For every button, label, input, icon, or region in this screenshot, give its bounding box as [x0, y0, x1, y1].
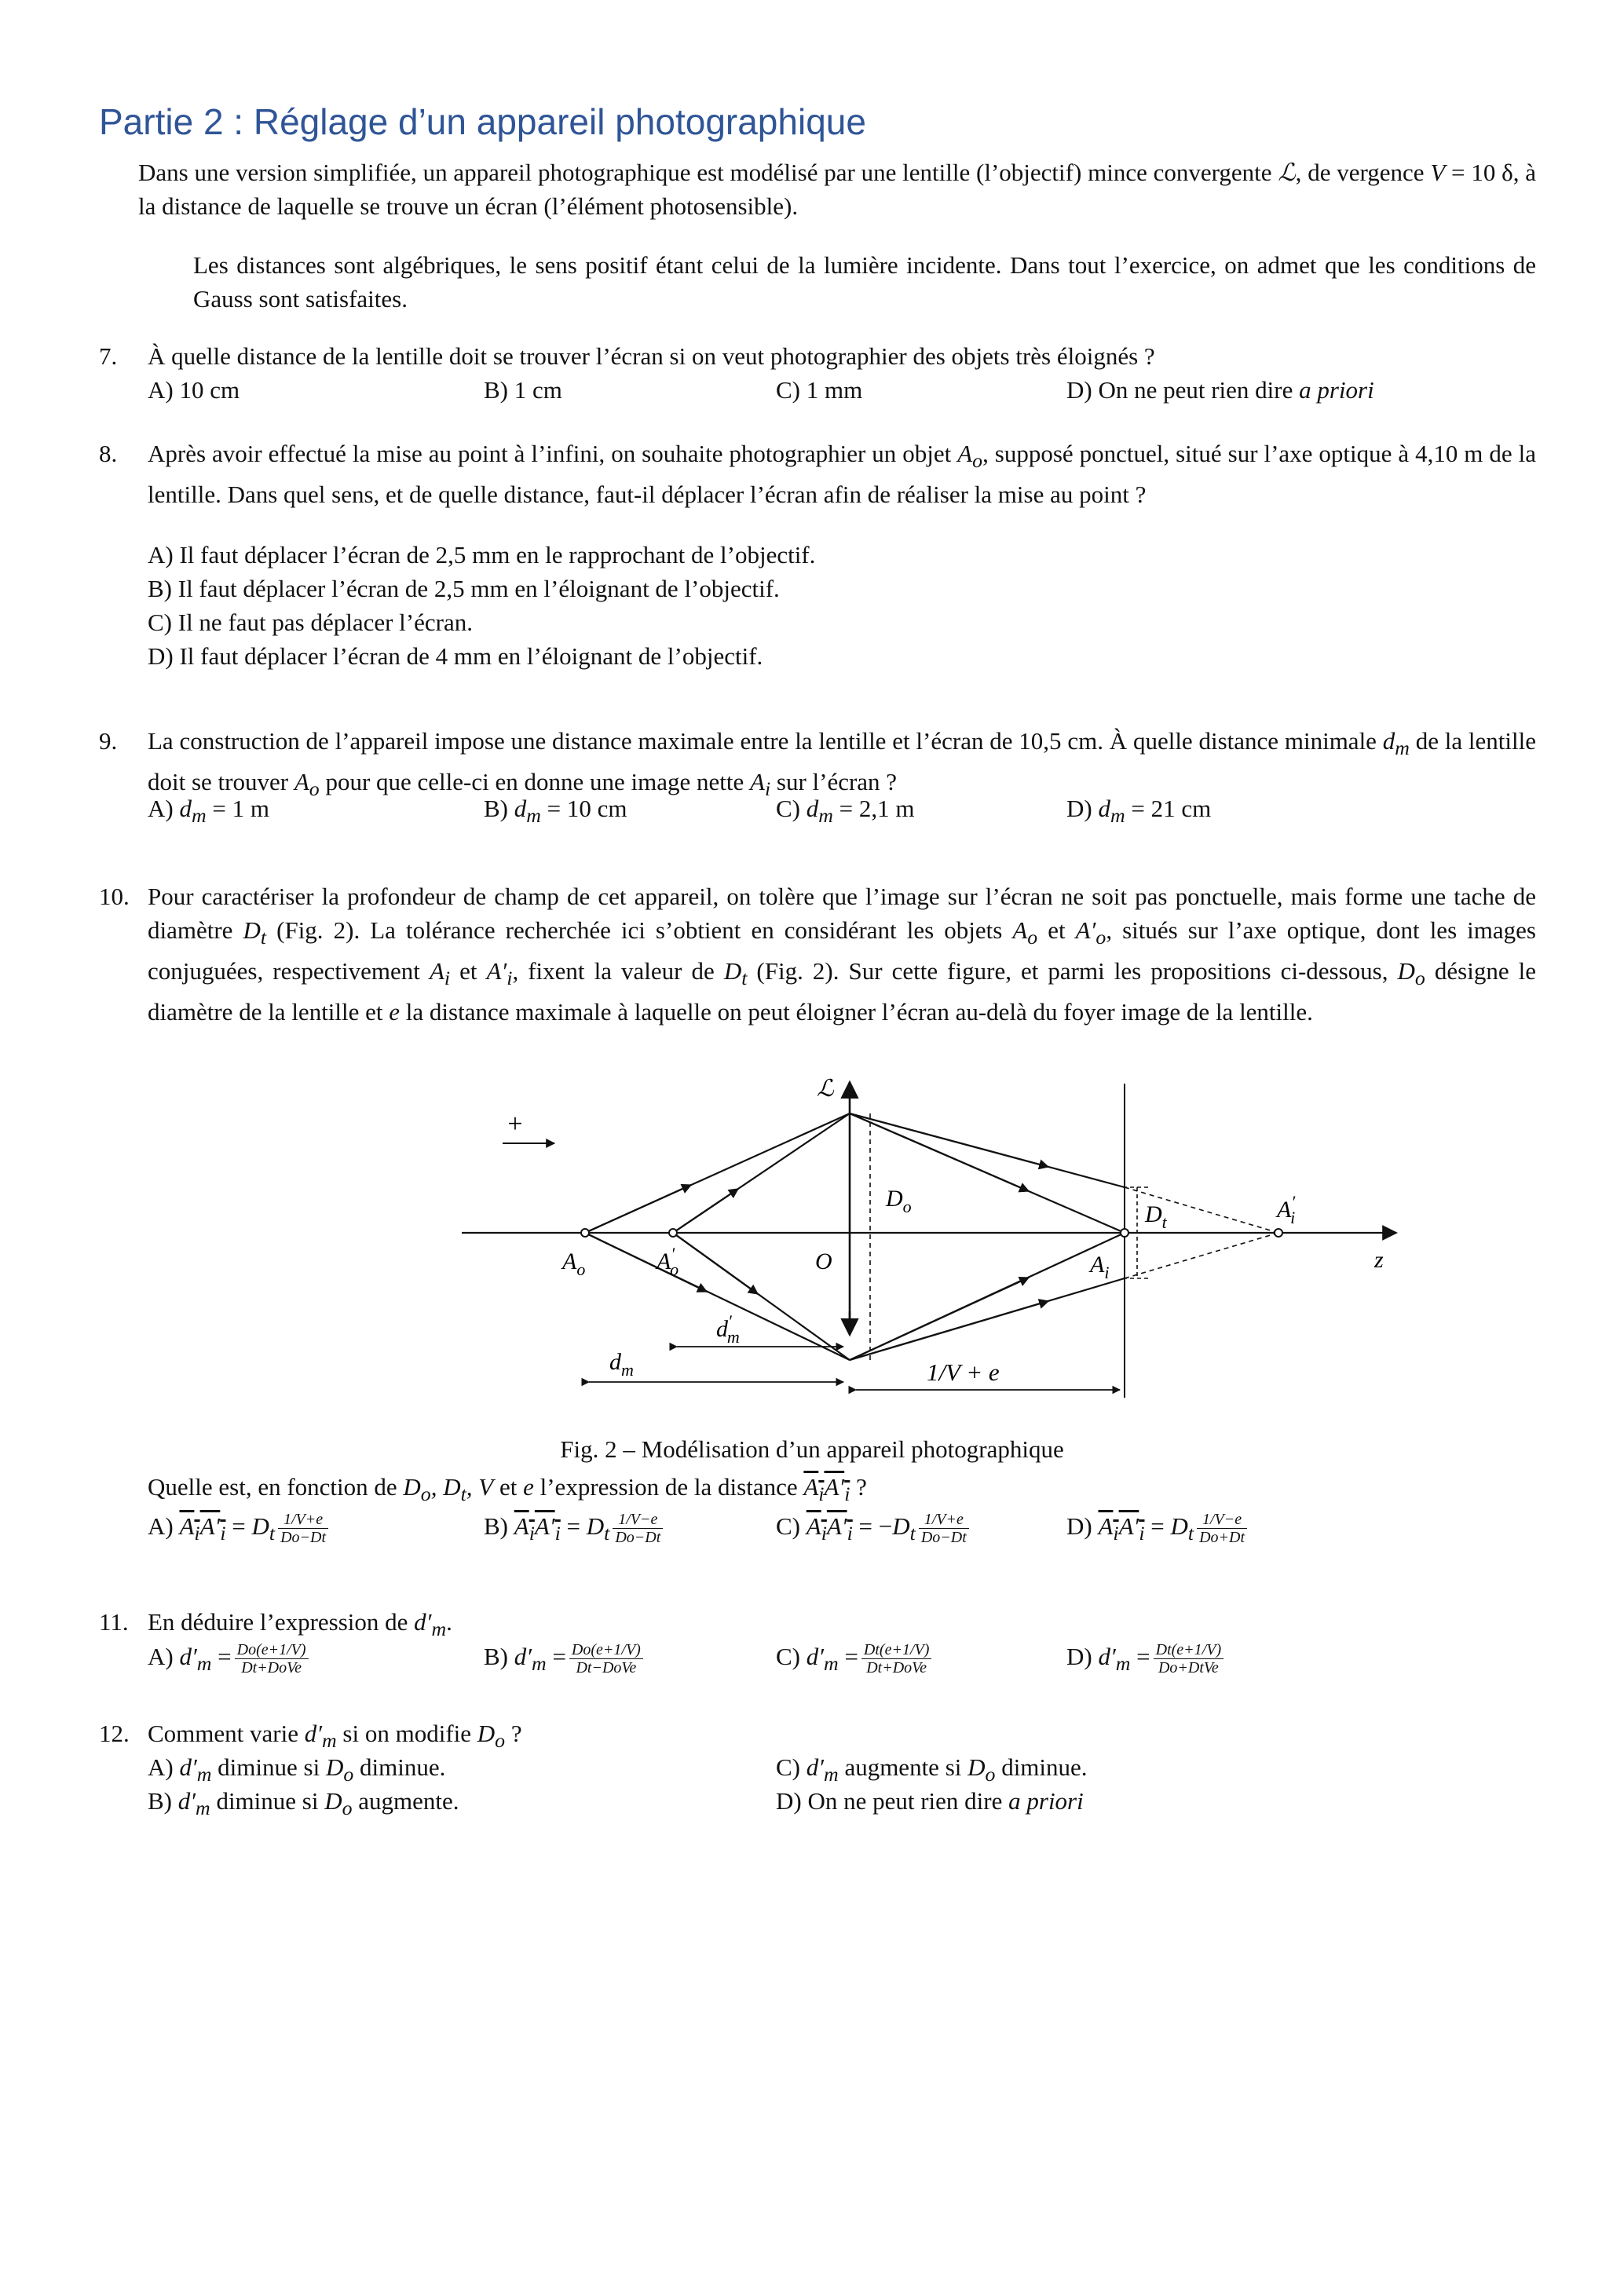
point-ao: [581, 1229, 589, 1237]
choice-a: A) 10 cm: [148, 376, 240, 404]
text-part: ?: [850, 1473, 867, 1501]
question-number: 11.: [99, 1608, 129, 1636]
choice-label: A): [148, 1643, 174, 1670]
intro-text-c: = 10 δ, à la distance de laquelle se trouve un écran (l’élément photosensible).: [138, 159, 1537, 220]
text-part: sur l’écran ?: [770, 768, 898, 796]
dm-label: [609, 1349, 634, 1380]
text-part: Quelle est, en fonction de: [148, 1473, 404, 1501]
aoprime-label: [655, 1244, 678, 1279]
text-part: augmente.: [352, 1787, 459, 1815]
choice-label: C): [776, 1643, 800, 1670]
text-part: , fixent la valeur de: [512, 957, 724, 985]
denominator: Dt+DoVe: [241, 1659, 302, 1677]
choice-label: B): [484, 1512, 508, 1540]
var-A: A: [957, 440, 973, 467]
choice-label: A): [148, 795, 174, 822]
choice-c: C) Il ne faut pas déplacer l’écran.: [148, 609, 473, 636]
choice-b: B) 1 cm: [484, 376, 562, 404]
choice-label: D): [1066, 1512, 1092, 1540]
denominator: Do+DtVe: [1158, 1659, 1219, 1677]
dm-sub: m: [621, 1360, 634, 1380]
choice-d: D) $A_iA'_i = D_t$ $\frac{1/V-e}{Do+Dt}$: [1066, 1509, 1250, 1550]
var-sub: o: [972, 449, 983, 473]
question-7: [99, 339, 1536, 410]
fraction: [235, 1641, 309, 1676]
choice-d: D) $d_m = 21$ cm: [1066, 795, 1212, 828]
fraction: [919, 1511, 969, 1546]
text-part: diminue.: [353, 1753, 446, 1781]
aoprime-label-text: A: [657, 1249, 671, 1274]
choice-label: C): [776, 795, 800, 822]
ray-ai-top-arrow: [850, 1113, 1029, 1191]
choice-d: [776, 1784, 1084, 1818]
text-part: (Fig. 2). La tolérance recherchée ici s’obtient en considérant les objets: [266, 916, 1013, 944]
ray-aoprime-top-arrow: [673, 1189, 738, 1233]
lens-symbol: ℒ: [1278, 159, 1296, 186]
text-part: augmente si: [838, 1753, 968, 1781]
numerator: 1/V+e: [278, 1511, 328, 1529]
fraction: [861, 1641, 931, 1676]
dm-prime-sub: m: [726, 1327, 740, 1347]
text-part: ?: [505, 1720, 522, 1747]
numerator: Do(e+1/V): [235, 1641, 309, 1659]
text-part: D) On ne peut rien dire: [776, 1787, 1009, 1815]
ai-label: [1088, 1252, 1109, 1282]
choice-c: C) $d'_m$ = $\frac{Dt(e+1/V)}{\text{Dt+DoVe}}$: [776, 1640, 935, 1680]
question-text: Pour caractériser la profondeur de champ de cet appareil, on tolère que l’image sur l’écran ne soit pas ponctuelle, mais forme une tache de diamètre $D_t$ (Fig. 2). La tolérance recherchée ici s’obtient en considérant les objets $A_o$ et $A'_o$, situés sur l’axe optique, dont les images conjuguées, respectivement $A_i$ et $A'_i$, fixent la valeur de $D_t$ (Fig. 2). Sur cette figure, et parmi les propositions ci-dessous, $D_o$ désigne le diamètre de la lentille et e la distance maximale à laquelle on peut éloigner l’écran au-delà du foyer image de la lentille.: [148, 883, 1537, 1026]
question-11: [99, 1605, 1536, 1691]
choice-d: [1066, 373, 1374, 407]
choice-d-emphasis: a priori: [1008, 1787, 1084, 1815]
choice-b: B) $A_iA'_i = D_t$ $\frac{1/V-e}{Do-Dt}$: [484, 1509, 666, 1550]
choice-d-emphasis: a priori: [1299, 376, 1374, 404]
question-number: 9.: [99, 727, 118, 755]
choice-a: A) Il faut déplacer l’écran de 2,5 mm en le rapprochant de l’objectif.: [148, 541, 816, 569]
length-label: 1/V + e: [927, 1358, 1000, 1386]
fraction: [613, 1511, 663, 1546]
numerator: Dt(e+1/V): [861, 1641, 931, 1659]
text-part: pour que celle-ci en donne une image nette: [319, 768, 750, 796]
choice-a: A) $d'_m$ diminue si $D_o$ diminue.: [148, 1753, 446, 1786]
question-text: En déduire l’expression de $d'_m$.: [148, 1608, 452, 1641]
question-number: 8.: [99, 440, 118, 467]
do-label-text: D: [886, 1186, 903, 1212]
do-sub: o: [902, 1197, 912, 1216]
choice-value: = 2,1 m: [832, 795, 915, 822]
denominator: Dt−DoVe: [576, 1659, 637, 1677]
figure-caption: Fig. 2 – Modélisation d’un appareil photographique: [560, 1435, 1064, 1463]
question-number: 10.: [99, 883, 130, 910]
numerator: Dt(e+1/V): [1154, 1641, 1223, 1659]
choice-b: B) $d_m = 10$ cm: [484, 795, 627, 828]
choice-value: = 1 m: [206, 795, 269, 822]
fraction: [1154, 1641, 1223, 1676]
text-part: La construction de l’appareil impose une distance maximale entre la lentille et l’écran de 10,5 cm. À quelle distance minimale: [148, 727, 1383, 755]
choice-label: B): [484, 795, 508, 822]
question-9: [99, 724, 1536, 830]
z-label: z: [1374, 1247, 1384, 1273]
ao-label-text: A: [562, 1249, 577, 1274]
ao-sub: o: [576, 1260, 586, 1279]
ai-sub: i: [1104, 1263, 1110, 1282]
question-number: 7.: [99, 342, 118, 370]
aiprime-label-text: A: [1277, 1197, 1292, 1223]
choice-c: C) 1 mm: [776, 376, 863, 404]
numerator: 1/V−e: [613, 1511, 663, 1529]
choice-c: C) $d'_m$ augmente si $D_o$ diminue.: [776, 1753, 1088, 1786]
choice-label: A): [148, 1512, 174, 1540]
denominator: Do−Dt: [280, 1529, 327, 1547]
choice-value: = 10 cm: [540, 795, 627, 822]
choice-label: A): [148, 1753, 174, 1781]
intro-paragraph-1: [99, 155, 1536, 223]
numerator: 1/V−e: [1197, 1511, 1247, 1529]
numerator: 1/V+e: [919, 1511, 969, 1529]
choice-c: C) $A_iA'_i = -D_t$ $\frac{1/V+e}{Do-Dt}$: [776, 1509, 972, 1550]
choice-b: B) $d'_m$ = $\frac{Do(e+1/V)}{\text{Dt−DoVe}}$: [484, 1640, 646, 1680]
text-part: diminue si: [210, 1787, 325, 1815]
numerator: Do(e+1/V): [569, 1641, 643, 1659]
choice-label: D): [1066, 1643, 1092, 1670]
text-part: désigne le diamètre de la lentille et: [148, 957, 1537, 1026]
dm-prime-mark: ′: [728, 1311, 732, 1331]
question-8: [99, 437, 1536, 672]
question-12: [99, 1717, 1536, 1826]
fraction: [569, 1641, 643, 1676]
text-part: diminue.: [995, 1753, 1088, 1781]
ao-label: [561, 1249, 585, 1279]
text-part: diminue si: [211, 1753, 326, 1781]
section-title: Partie 2 : Réglage d’un appareil photographique: [99, 101, 866, 142]
dt-label: [1144, 1201, 1168, 1232]
denominator: Do−Dt: [615, 1529, 661, 1547]
denominator: Do−Dt: [920, 1529, 967, 1547]
text-part: la distance maximale à laquelle on peut éloigner l’écran au-delà du foyer image de la lentille.: [400, 998, 1313, 1026]
dm-prime-text: d: [716, 1316, 728, 1342]
text-part: et: [493, 1473, 524, 1501]
choice-label: C): [776, 1512, 800, 1540]
question-text: La construction de l’appareil impose une distance maximale entre la lentille et l’écran de 10,5 cm. À quelle distance minimale $d_m$ de la lentille doit se trouver $A_o$ pour que celle-ci en donne une image nette $A_i$ sur l’écran ?: [148, 727, 1536, 801]
vergence-symbol: V: [1430, 159, 1446, 186]
aiprime-label: [1275, 1192, 1296, 1227]
text-part: de la lentille doit se trouver: [148, 727, 1536, 796]
question-text: Comment varie $d'_m$ si on modifie $D_o$ ?: [148, 1720, 522, 1753]
choice-a: A) $d_m = 1$ m: [148, 795, 269, 828]
do-label: [885, 1186, 912, 1216]
fraction: [1197, 1511, 1247, 1546]
intro-text-b: , de vergence: [1295, 159, 1431, 186]
question-10-ask: [148, 1470, 1585, 1580]
question-text: [148, 437, 1536, 511]
text-part: En déduire l’expression de: [148, 1608, 415, 1636]
optics-figure: [0, 1068, 1624, 1413]
choice-d: D) Il faut déplacer l’écran de 4 mm en l’éloignant de l’objectif.: [148, 642, 763, 670]
ai-label-text: A: [1090, 1252, 1105, 1278]
text-part: l’expression de la distance: [533, 1473, 804, 1501]
choice-b: B) $d'_m$ diminue si $D_o$ augmente.: [148, 1787, 459, 1820]
choice-d-text: D) On ne peut rien dire: [1066, 376, 1300, 404]
choice-a: A) $d'_m$ = $\frac{Do(e+1/V)}{\text{Dt+DoVe}}$: [148, 1640, 312, 1680]
text-part: Pour caractériser la profondeur de champ de cet appareil, on tolère que l’image sur l’écran ne soit pas ponctuelle, mais forme une tache de diamètre: [148, 883, 1536, 944]
dm-prime-label: [716, 1311, 740, 1347]
choice-label: B): [148, 1787, 172, 1815]
choice-label: C): [776, 1753, 800, 1781]
dt-label-text: D: [1145, 1201, 1162, 1227]
ray-aiprime-bottom-arrow: [850, 1301, 1048, 1360]
question-10: [99, 879, 1536, 1052]
fraction: [278, 1511, 328, 1546]
origin-label: O: [815, 1249, 832, 1274]
text-part: , situés sur l’axe optique, dont les images conjuguées, respectivement: [148, 916, 1536, 985]
choice-b: B) Il faut déplacer l’écran de 2,5 mm en l’éloignant de l’objectif.: [148, 575, 780, 602]
text-part: .: [446, 1608, 452, 1636]
text-part: Après avoir effectué la mise au point à l’infini, on souhaite photographier un objet: [148, 440, 958, 467]
question-text: À quelle distance de la lentille doit se trouver l’écran si on veut photographier des objets très éloignés ?: [148, 342, 1155, 370]
ray-aiprime-top-arrow: [850, 1113, 1048, 1167]
extension-bottom: [1125, 1233, 1278, 1278]
dt-sub: t: [1161, 1212, 1167, 1232]
point-aoprime: [669, 1229, 677, 1237]
choice-d: D) $d'_m$ = $\frac{Dt(e+1/V)}{\text{Do+DtVe}}$: [1066, 1640, 1227, 1680]
intro-text-a: Dans une version simplifiée, un appareil photographique est modélisé par une lentille (l’objectif) mince convergente: [138, 159, 1278, 186]
intro-paragraph-2: [99, 248, 1536, 316]
aiprime-prime: ′: [1291, 1192, 1296, 1212]
choice-c: C) $d_m = 2,1$ m: [776, 795, 915, 828]
denominator: Do+Dt: [1199, 1529, 1245, 1547]
text-part: Comment varie: [148, 1720, 305, 1747]
text-part: (Fig. 2). Sur cette figure, et parmi les propositions ci-dessous,: [747, 957, 1398, 985]
lens-label: ℒ: [817, 1076, 834, 1102]
ray-ao-bottom-arrow: [585, 1233, 707, 1292]
point-ai: [1121, 1229, 1128, 1237]
ask-text: Quelle est, en fonction de $D_o$, $D_t$, V et e l’expression de la distance $A_iA'_i$ ?: [148, 1473, 867, 1506]
plus-sign: +: [507, 1110, 523, 1139]
point-aiprime: [1275, 1229, 1282, 1237]
aoprime-sub: o: [670, 1260, 679, 1279]
choice-label: B): [484, 1643, 508, 1670]
ray-ai-bottom-arrow: [850, 1278, 1029, 1360]
text-part: , supposé ponctuel, situé sur l’axe optique à 4,10 m de la lentille. Dans quel sens, et de quelle distance, faut-il déplacer l’écran afin de réaliser la mise au point ?: [148, 440, 1536, 509]
aoprime-prime: ′: [671, 1244, 675, 1263]
text-part: si on modifie: [336, 1720, 477, 1747]
question-number: 12.: [99, 1720, 130, 1747]
aiprime-sub: i: [1290, 1208, 1296, 1227]
text-part: et: [1037, 916, 1076, 944]
ray-aoprime-bottom-arrow: [673, 1233, 758, 1294]
dm-text: d: [609, 1349, 621, 1375]
choice-a: A) $A_iA'_i = D_t$ $\frac{1/V+e}{Do-Dt}$: [148, 1509, 331, 1550]
ray-ao-top-arrow: [585, 1185, 691, 1233]
choice-value: = 21 cm: [1125, 795, 1212, 822]
text-part: et: [450, 957, 487, 985]
denominator: Dt+DoVe: [866, 1659, 927, 1677]
intro-text-2: Les distances sont algébriques, le sens positif étant celui de la lumière incidente. Dans tout l’exercice, on admet que les conditions de Gauss sont satisfaites.: [193, 251, 1536, 313]
choice-label: D): [1066, 795, 1092, 822]
